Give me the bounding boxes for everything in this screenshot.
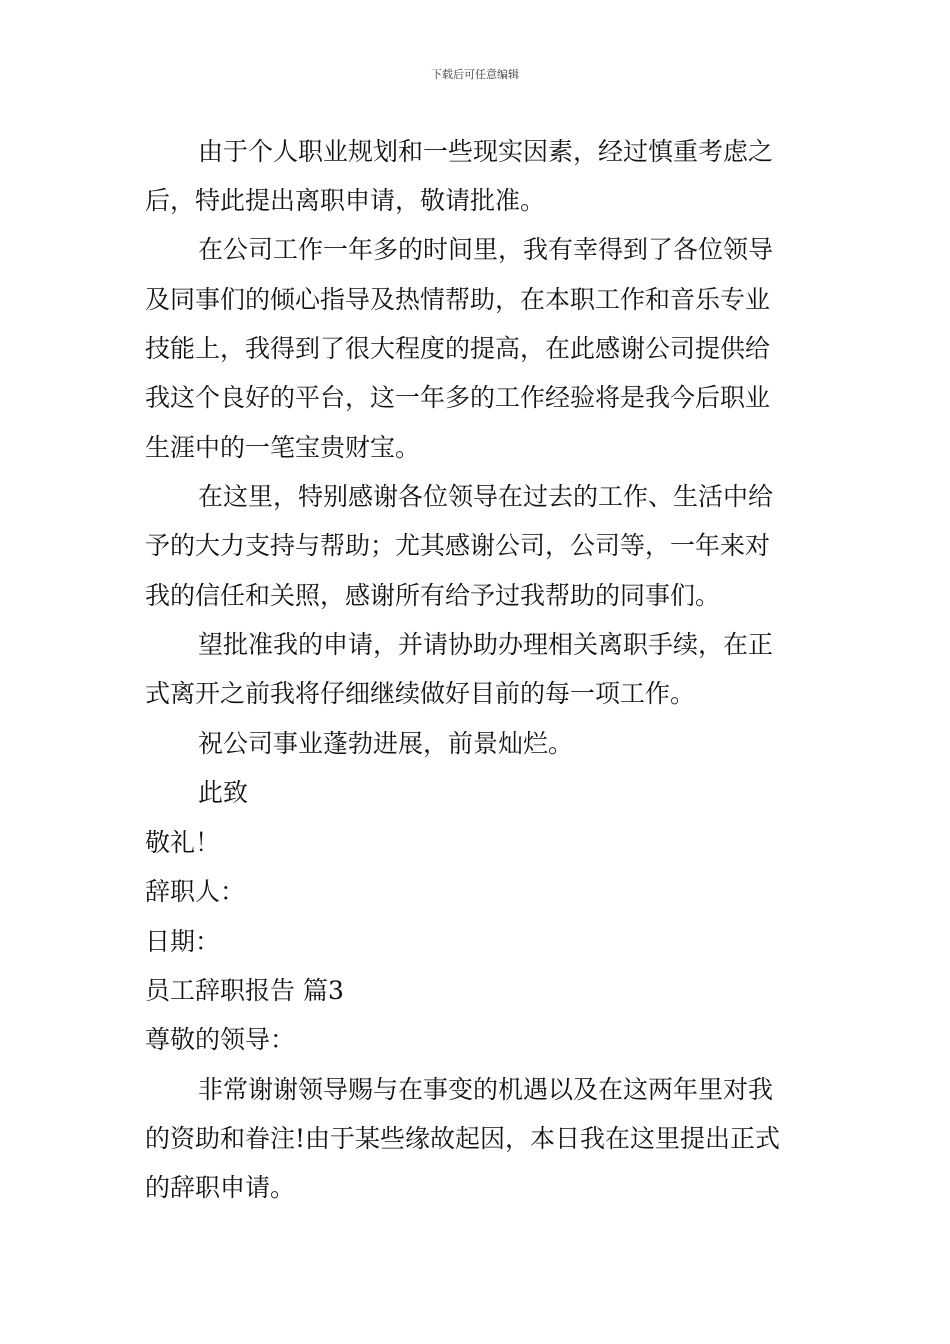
paragraph-line: 非常谢谢领导赐与在事变的机遇以及在这两年里对我 bbox=[198, 1075, 774, 1104]
paragraph-line: 在公司工作一年多的时间里，我有幸得到了各位领导 bbox=[198, 235, 774, 264]
paragraph-line: 的辞职申请。 bbox=[145, 1173, 296, 1202]
signer-line: 辞职人： bbox=[145, 877, 246, 906]
paragraph-line: 由于个人职业规划和一些现实因素，经过慎重考虑之 bbox=[198, 137, 774, 166]
paragraph-line: 后，特此提出离职申请，敬请批准。 bbox=[145, 186, 546, 215]
salutation-line: 敬礼！ bbox=[145, 828, 221, 857]
paragraph-line: 在这里，特别感谢各位领导在过去的工作、生活中给 bbox=[198, 482, 774, 511]
closing-line: 此致 bbox=[198, 778, 249, 807]
paragraph-line: 望批准我的申请，并请协助办理相关离职手续，在正 bbox=[198, 630, 774, 659]
paragraph-line: 技能上，我得到了很大程度的提高，在此感谢公司提供给 bbox=[145, 334, 771, 363]
date-line: 日期： bbox=[145, 927, 221, 956]
paragraph-line: 及同事们的倾心指导及热情帮助，在本职工作和音乐专业 bbox=[145, 285, 771, 314]
paragraph-line: 式离开之前我将仔细继续做好目前的每一项工作。 bbox=[145, 679, 696, 708]
page-header: 下载后可任意编辑 bbox=[431, 68, 519, 81]
paragraph-line: 我这个良好的平台，这一年多的工作经验将是我今后职业 bbox=[145, 383, 771, 412]
paragraph-line: 我的信任和关照，感谢所有给予过我帮助的同事们。 bbox=[145, 581, 721, 610]
paragraph-line: 予的大力支持与帮助；尤其感谢公司，公司等，一年来对 bbox=[145, 531, 771, 560]
section-title: 员工辞职报告 篇3 bbox=[145, 976, 344, 1005]
paragraph-line: 的资助和眷注!由于某些缘故起因，本日我在这里提出正式 bbox=[145, 1124, 781, 1153]
greeting-line: 尊敬的领导： bbox=[145, 1025, 296, 1054]
paragraph-line: 祝公司事业蓬勃进展，前景灿烂。 bbox=[198, 729, 574, 758]
paragraph-line: 生涯中的一笔宝贵财宝。 bbox=[145, 433, 421, 462]
